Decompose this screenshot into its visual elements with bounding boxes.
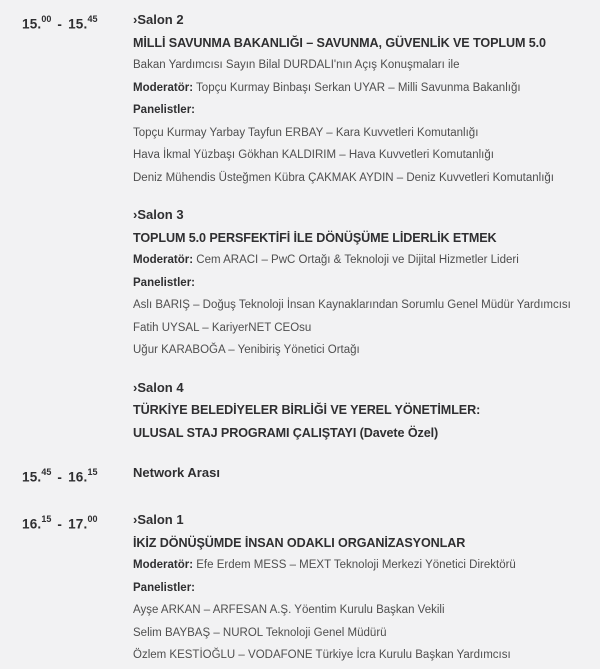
panelist-line: Topçu Kurmay Yarbay Tayfun ERBAY – Kara Kuvvetleri Komutanlığı <box>133 126 479 139</box>
session-salon-1 <box>133 509 600 667</box>
salon-label: ›Salon 3 <box>133 207 184 222</box>
panelist-line: Ayşe ARKAN – ARFESAN A.Ş. Yöentim Kurulu Başkan Vekili <box>133 604 445 616</box>
panelists-heading: Panelistler: <box>133 581 195 594</box>
schedule-row-2 <box>0 462 600 489</box>
row-3-content <box>133 509 600 667</box>
time-start-minutes: 45 <box>41 467 52 477</box>
time-end: 15. <box>68 16 88 32</box>
time-end-minutes: 15 <box>87 467 98 477</box>
moderator-line: Moderatör: Cem ARACI – PwC Ortağı & Teknoloji ve Dijital Hizmetler Lideri <box>133 254 519 266</box>
panelist-line: Aslı BARIŞ – Doğuş Teknoloji İnsan Kaynaklarından Sorumlu Genel Müdür Yardımcısı <box>133 299 571 311</box>
panelist-line: Hava İkmal Yüzbaşı Gökhan KALDIRIM – Hava Kuvvetleri Komutanlığı <box>133 149 494 161</box>
time-start: 15. <box>22 16 42 32</box>
session-intro-line: Bakan Yardımcısı Sayın Bilal DURDALI'nın Açış Konuşmaları ile <box>133 59 460 71</box>
session-title: MİLLİ SAVUNMA BAKANLIĞI – SAVUNMA, GÜVENLİK VE TOPLUM 5.0 <box>133 35 546 50</box>
moderator-label: Moderatör: <box>133 81 194 94</box>
time-start-minutes: 15 <box>41 514 52 524</box>
session-title-line-2: ULUSAL STAJ PROGRAMI ÇALIŞTAYI (Davete Özel) <box>133 425 439 440</box>
moderator-label: Moderatör: <box>133 559 194 571</box>
panelists-heading: Panelistler: <box>133 276 195 289</box>
session-title-line-1: TÜRKİYE BELEDİYELER BİRLİĞİ VE YEREL YÖNETİMLER: <box>133 403 481 417</box>
schedule-row-3 <box>0 509 600 667</box>
time-start: 15. <box>22 469 42 485</box>
time-range-2 <box>0 462 133 489</box>
moderator-line: Moderatör: Efe Erdem MESS – MEXT Teknoloji Merkezi Yönetici Direktörü <box>133 559 516 571</box>
panelists-heading: Panelistler: <box>133 104 195 116</box>
session-title: TOPLUM 5.0 PERSFEKTİFİ İLE DÖNÜŞÜME LİDERLİK ETMEK <box>133 230 497 245</box>
time-end-minutes: 00 <box>87 514 98 524</box>
time-range-1 <box>0 9 133 36</box>
panelist-line: Fatih UYSAL – KariyerNET CEOsu <box>133 321 312 334</box>
time-start: 16. <box>22 516 42 532</box>
salon-label: ›Salon 1 <box>133 512 184 527</box>
time-end-minutes: 45 <box>87 14 98 24</box>
session-salon-4 <box>133 377 600 445</box>
panelist-line: Özlem KESTİOĞLU – VODAFONE Türkiye İcra Kurulu Başkan Yardımcısı <box>133 649 511 661</box>
time-dash: - <box>57 516 63 532</box>
row-2-content <box>133 462 600 485</box>
time-end: 17. <box>68 516 88 532</box>
session-salon-2 <box>133 9 600 189</box>
panelist-line: Deniz Mühendis Üsteğmen Kübra ÇAKMAK AYDIN – Deniz Kuvvetleri Komutanlığı <box>133 171 555 184</box>
salon-label: ›Salon 4 <box>133 379 184 395</box>
time-start-minutes: 00 <box>41 14 52 24</box>
session-salon-3 <box>133 204 600 362</box>
moderator-label: Moderatör: <box>133 254 194 266</box>
panelist-line: Selim BAYBAŞ – NUROL Teknoloji Genel Müdürü <box>133 626 387 639</box>
schedule-row-1 <box>0 9 600 444</box>
row-1-content <box>133 9 600 444</box>
salon-label: ›Salon 2 <box>133 12 184 27</box>
time-range-3 <box>0 509 133 536</box>
time-end: 16. <box>68 469 88 485</box>
moderator-line: Moderatör: Topçu Kurmay Binbaşı Serkan UYAR – Milli Savunma Bakanlığı <box>133 81 521 94</box>
network-break-label: Network Arası <box>133 465 220 480</box>
panelist-line: Uğur KARABOĞA – Yenibiriş Yönetici Ortağı <box>133 344 360 356</box>
time-dash: - <box>57 16 63 32</box>
time-dash: - <box>57 469 63 485</box>
session-title: İKİZ DÖNÜŞÜMDE İNSAN ODAKLI ORGANİZASYONLAR <box>133 535 466 550</box>
